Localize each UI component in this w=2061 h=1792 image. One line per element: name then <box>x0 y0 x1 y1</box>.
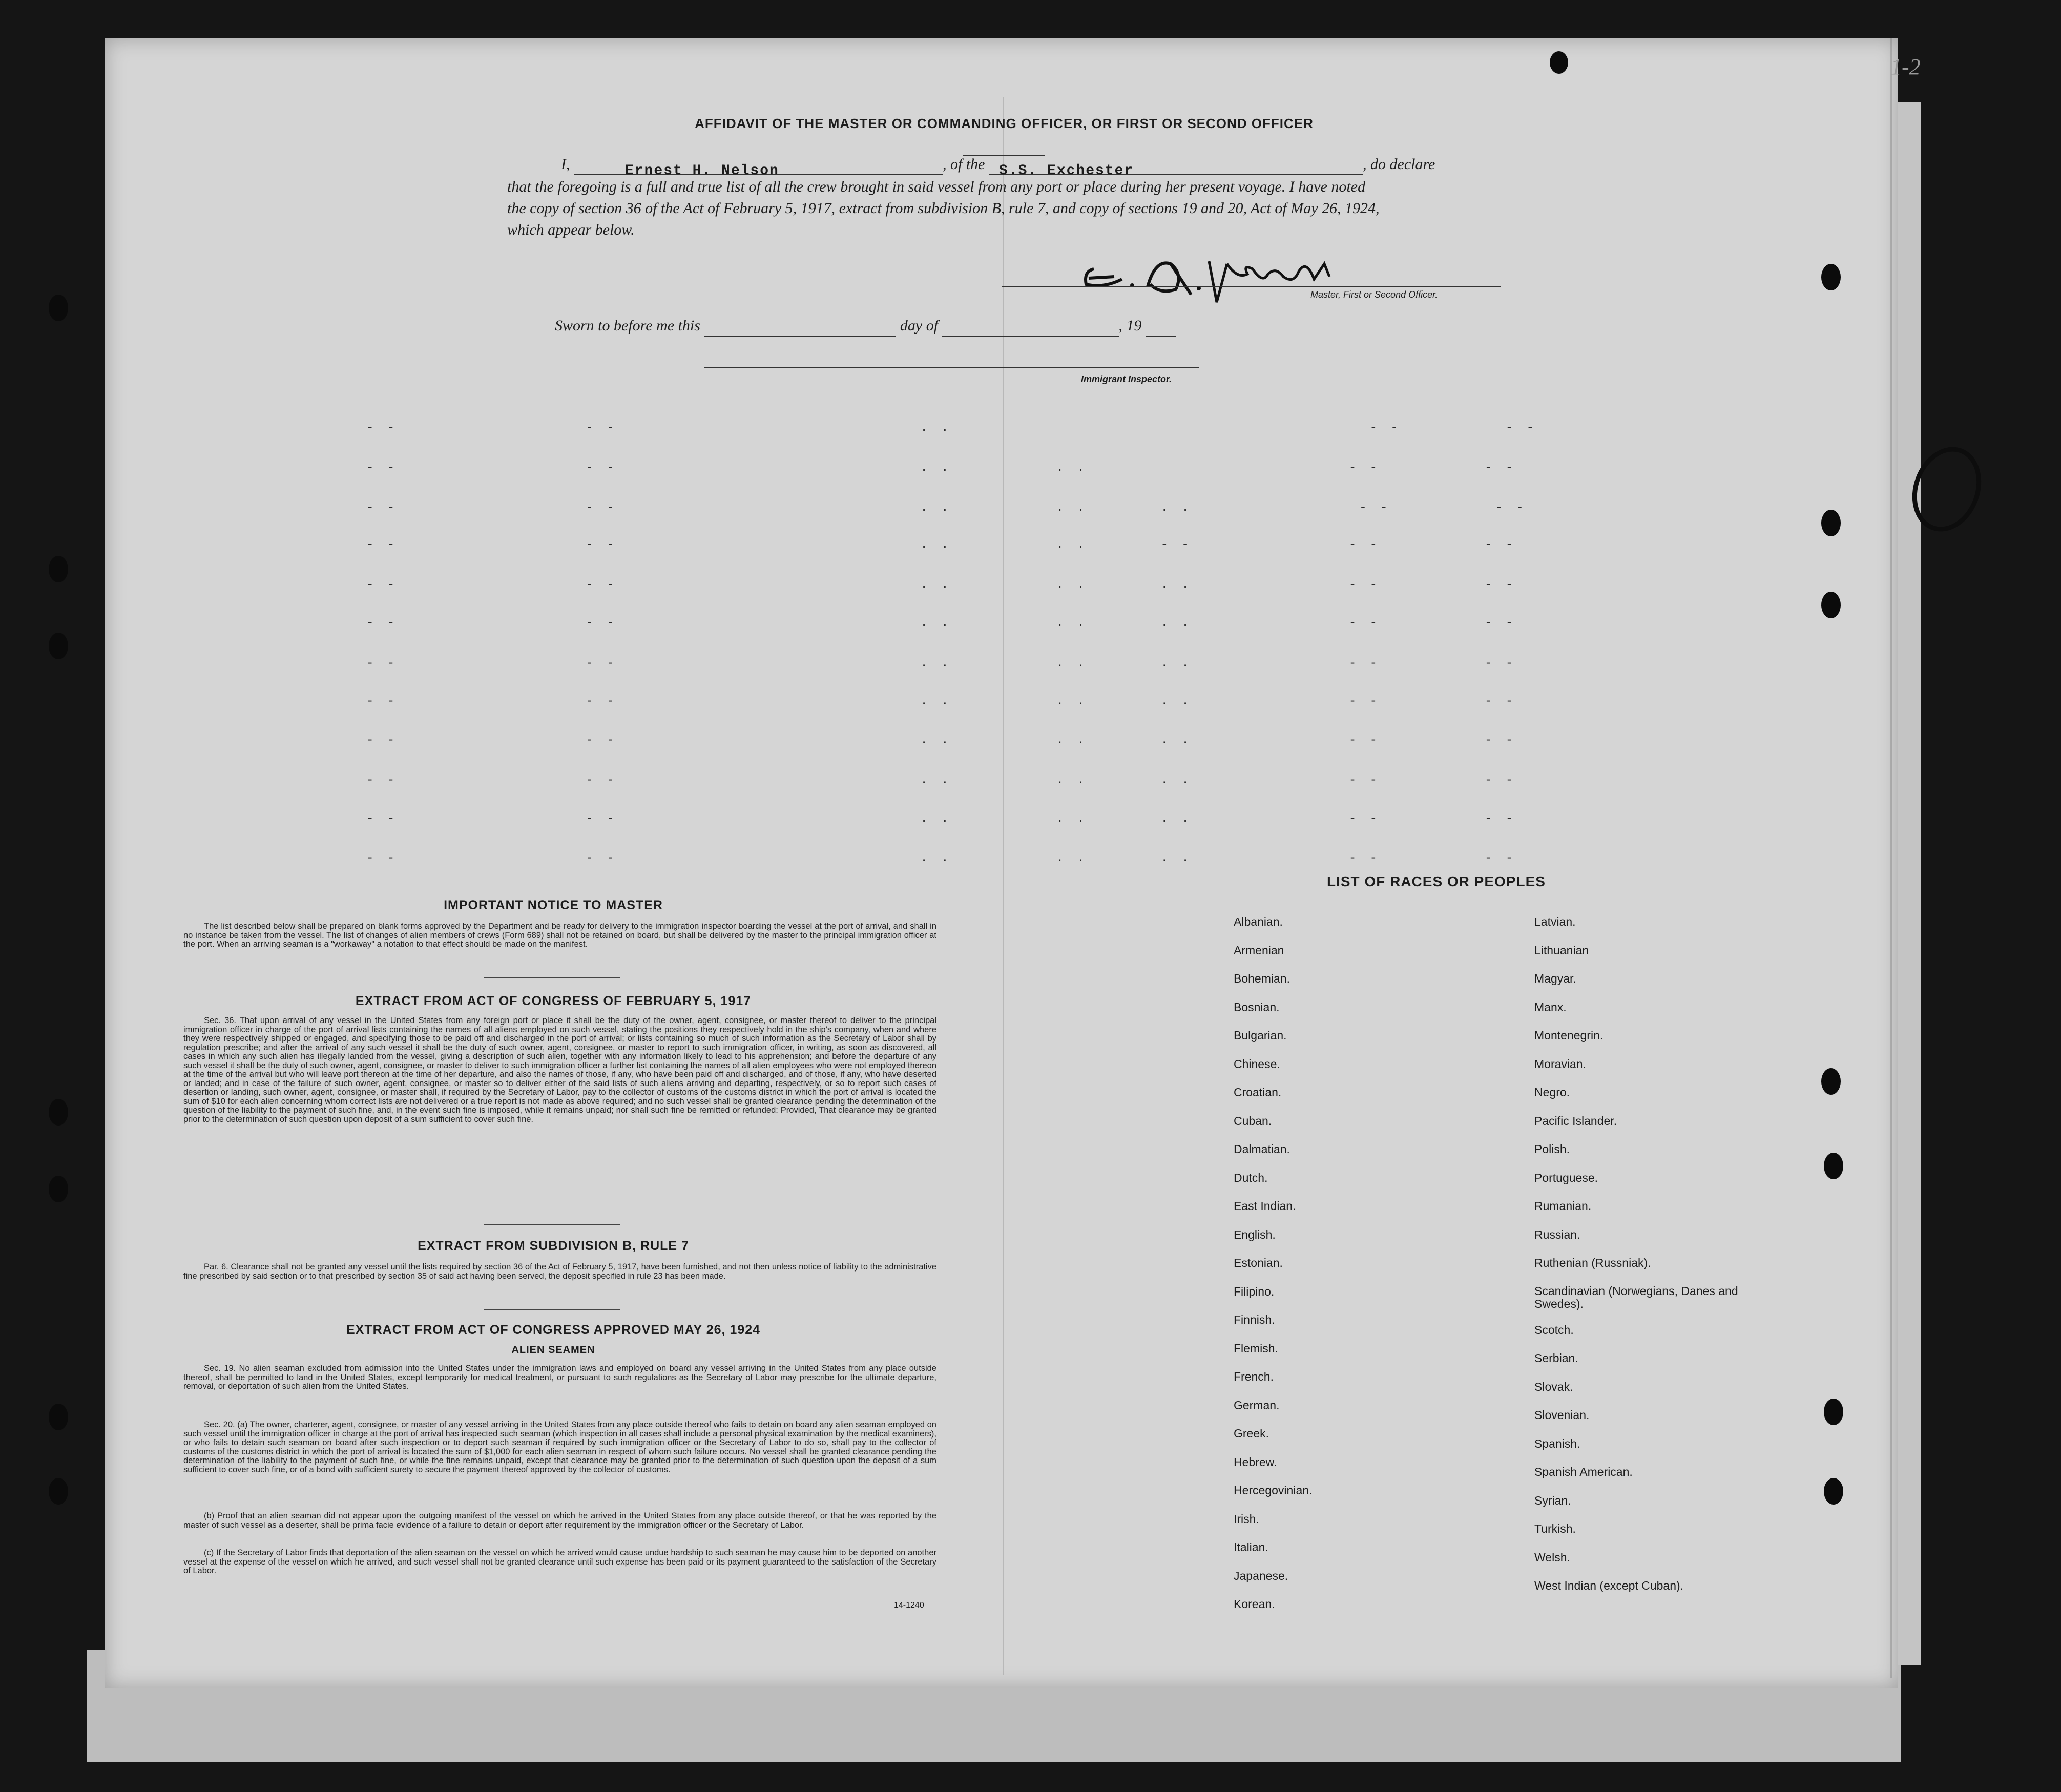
master-caption: Master, <box>1310 289 1341 300</box>
affidavit-title: AFFIDAVIT OF THE MASTER OR COMMANDING OFFICER, OR FIRST OR SECOND OFFICER <box>695 116 1314 131</box>
month-field <box>942 319 1119 337</box>
do-declare-label: , do declare <box>1363 156 1435 173</box>
race-item: Serbian. <box>1534 1351 1578 1365</box>
punch-hole-left-7 <box>49 1478 68 1505</box>
race-item: West Indian (except Cuban). <box>1534 1579 1684 1592</box>
punch-hole-right-2 <box>1821 510 1841 536</box>
day-of-label: day of <box>900 317 939 334</box>
race-item: Scandinavian (Norwegians, Danes and Swedes). <box>1534 1284 1738 1310</box>
race-item: Scotch. <box>1534 1323 1574 1337</box>
important-notice-heading: IMPORTANT NOTICE TO MASTER <box>444 898 663 912</box>
handwritten-zero-mark <box>1902 438 1994 540</box>
race-item: Negro. <box>1534 1086 1570 1099</box>
margin-page-mark: 1-2 <box>1890 54 1921 79</box>
race-item: Chinese. <box>1234 1057 1280 1071</box>
punch-hole-left-6 <box>49 1404 68 1430</box>
of-the-label: , of the <box>943 156 985 173</box>
bleed-through-marks-11: - - - - . . . . . . - - - - <box>366 812 1516 826</box>
important-notice-text: The list described below shall be prepared on blank forms approved by the Department and be ready for delivery to the immigration inspector boarding the vessel at the port of arrival, and shall in no instance be taken from the vessel. The list of changes of alien members of crews (Form 689) shall not be retained on board, but shall be delivered by the master to the principal immigration officer at the port. When an arriving seaman is a "workaway" a notation to that effect should be made on the manifest. <box>183 922 936 949</box>
extract-1924-heading: EXTRACT FROM ACT OF CONGRESS APPROVED MAY 26, 1924 <box>346 1323 761 1337</box>
race-item: German. <box>1234 1398 1280 1412</box>
races-left-column <box>1234 915 1312 1626</box>
signature-line <box>1002 286 1501 287</box>
race-item: Manx. <box>1534 1000 1567 1014</box>
vessel-name-field <box>989 159 1363 179</box>
race-item: Estonian. <box>1234 1256 1283 1269</box>
sec20c-text: (c) If the Secretary of Labor finds that deportation of the alien seaman on the vessel on which he arrived would cause undue hardship to such seaman he may cause him to be deported on another vessel at the expense of the vessel on which he arrived, and such vessel shall not be granted clearance until such expense has been paid or its payment guaranteed to the satisfaction of the Secretary of Labor. <box>183 1548 936 1575</box>
race-item: Polish. <box>1534 1142 1570 1156</box>
punch-hole-left-3 <box>49 633 68 659</box>
race-item: Slovak. <box>1534 1380 1573 1393</box>
race-item: Pacific Islander. <box>1534 1114 1617 1128</box>
bleed-through-marks-8: - - - - . . . . . . - - - - <box>366 695 1516 709</box>
bleed-through-marks-4: - - - - . . . . - - - - - - <box>366 538 1516 552</box>
form-number: 14-1240 <box>894 1601 924 1610</box>
affidavit-body-line-1: that the foregoing is a full and true list of all the crew brought in said vessel from any port or place during her present voyage. I have noted <box>507 178 1366 195</box>
race-item: Dutch. <box>1234 1171 1268 1184</box>
signature-title-caption <box>1310 289 1438 300</box>
inspector-caption: Immigrant Inspector. <box>1081 374 1172 384</box>
race-item: Filipino. <box>1234 1284 1275 1298</box>
race-item: Flemish. <box>1234 1341 1278 1355</box>
i-label: I, <box>561 156 570 173</box>
race-item: Bulgarian. <box>1234 1029 1287 1042</box>
alien-seamen-subheading: ALIEN SEAMEN <box>511 1344 595 1356</box>
sec20b-text: (b) Proof that an alien seaman did not appear upon the outgoing manifest of the vessel on which he arrived in the United States from any place outside thereof, or that he was reported by the master of such vessel as a deserter, shall be prima facie evidence of a failure to detain or deport after requirement by the immigration officer or the Secretary of Labor. <box>183 1511 936 1530</box>
race-item: Dalmatian. <box>1234 1142 1290 1156</box>
year-field <box>1146 319 1176 337</box>
bleed-through-marks-9: - - - - . . . . . . - - - - <box>366 734 1516 747</box>
extract-1917-text: Sec. 36. That upon arrival of any vessel in the United States from any foreign port or place it shall be the duty of the owner, agent, consignee, or master thereof to deliver to the principal immigration officer in charge of the port of arrival lists containing the names of all aliens employed on such vessel, stating the positions they respectively hold in the ship's company, when and where they were respectively shipped or engaged, and specifying those to be paid off and discharged in the port of arrival; or lists containing so much of such information as the Secretary of Labor shall by regulation prescribe; and after the arrival of any such vessel it shall be the duty of such owner, agent, consignee, or master to report to such immigration officer, in writing, as soon as discovered, all cases in which any such alien has illegally landed from the vessel, giving a description of such alien, together with any information likely to lead to his apprehension; and before the departure of any such vessel it shall be the duty of such owner, agent, consignee, or master to deliver to such immigration officer a further list containing the names of all alien employees who were not employed thereon at the time of the arrival but who will leave port thereon at the time of her departure, and also the names of those, if any, who have been paid off and discharged, and of those, if any, who have deserted or landed; and in case of the failure of such owner, agent, consignee, or master so to deliver either of the said lists of such aliens arriving and departing, respectively, or so to report such cases of desertion or landing, such owner, agent, consignee, or master shall, if required by the Secretary of Labor, pay to the collector of customs of the customs district in which the port of arrival is located the sum of $10 for each alien concerning whom correct lists are not delivered or a true report is not made as above required; and no such vessel shall be granted clearance pending the determination of the question of the liability to the payment of such fine, and, in the event such fine is imposed, while it remains unpaid; nor shall such fine be remitted or refunded: Provided, That clearance may be granted prior to the determination of such question upon deposit of a sum sufficient to cover such fine. <box>183 1016 936 1124</box>
declarant-name: Ernest H. Nelson <box>625 163 779 179</box>
affidavit-body-line-2: the copy of section 36 of the Act of February 5, 1917, extract from subdivision B, rule 7, and copy of sections 19 and 20, Act of May 26, 1924, <box>507 200 1380 217</box>
race-item: French. <box>1234 1370 1274 1383</box>
race-item: Slovenian. <box>1534 1408 1590 1422</box>
race-item: Moravian. <box>1534 1057 1586 1071</box>
race-item: East Indian. <box>1234 1199 1296 1213</box>
bleed-through-marks-12: - - - - . . . . . . - - - - <box>366 851 1516 865</box>
race-item: Croatian. <box>1234 1086 1282 1099</box>
races-right-column <box>1534 915 1750 1608</box>
punch-hole-top <box>1550 51 1568 74</box>
race-item: Irish. <box>1234 1512 1259 1526</box>
race-item: Turkish. <box>1534 1522 1576 1535</box>
sworn-date-field <box>704 319 896 337</box>
race-item: Welsh. <box>1534 1550 1570 1564</box>
sec20a-text: Sec. 20. (a) The owner, charterer, agent, consignee, or master of any vessel arriving in the United States from any place outside thereof who fails to detain on board any alien seaman employed on such vessel until the immigration officer in charge at the port of arrival has inspected such seaman (which inspection in all cases shall include a personal physical examination by the medical examiners), or who fails to detain such seaman on board after such inspection or to deport such seaman if required by such immigration officer or the Secretary of Labor to do so, shall pay to the collector of customs of the customs district in which the port of arrival is located the sum of $1,000 for each alien seaman in respect of whom such failure occurs. No vessel shall be granted clearance pending the determination of the liability to the payment of such fine, or while the fine remains unpaid, except that clearance may be granted prior to the determination of such question upon the deposit of a sum sufficient to cover such fine, or of a bond with sufficient surety to secure the payment thereof approved by the collector of customs. <box>183 1420 936 1474</box>
bleed-through-marks-7: - - - - . . . . . . - - - - <box>366 657 1516 671</box>
sworn-line <box>555 315 1176 337</box>
punch-hole-left-5 <box>49 1176 68 1202</box>
bleed-through-marks-5: - - - - . . . . . . - - - - <box>366 578 1516 592</box>
year-label: , 19 <box>1118 317 1142 334</box>
divider-1 <box>484 977 620 978</box>
race-item: Montenegrin. <box>1534 1029 1604 1042</box>
race-item: Portuguese. <box>1534 1171 1598 1184</box>
race-item: Korean. <box>1234 1597 1275 1611</box>
race-item: Japanese. <box>1234 1569 1288 1582</box>
race-item: Bosnian. <box>1234 1000 1280 1014</box>
race-item: Lithuanian <box>1534 943 1589 957</box>
race-item: Hebrew. <box>1234 1455 1277 1469</box>
race-item: Syrian. <box>1534 1493 1571 1507</box>
punch-hole-right-4 <box>1821 1068 1841 1095</box>
sworn-label: Sworn to before me this <box>555 317 700 334</box>
punch-hole-right-5 <box>1824 1153 1843 1179</box>
bleed-through-marks-10: - - - - . . . . . . - - - - <box>366 774 1516 787</box>
punch-hole-right-6 <box>1824 1399 1843 1425</box>
bleed-through-marks-6: - - - - . . . . . . - - - - <box>366 616 1516 630</box>
race-item: Spanish American. <box>1534 1465 1633 1478</box>
vessel-name: S.S. Exchester <box>999 163 1134 179</box>
race-item: Latvian. <box>1534 915 1576 928</box>
punch-hole-right-1 <box>1821 264 1841 290</box>
punch-hole-left-2 <box>49 556 68 582</box>
affidavit-declaration-line <box>561 154 1435 179</box>
race-item: Russian. <box>1534 1227 1580 1241</box>
declarant-name-field <box>574 159 943 179</box>
race-item: Magyar. <box>1534 972 1576 985</box>
race-item: Ruthenian (Russniak). <box>1534 1256 1651 1269</box>
punch-hole-right-3 <box>1821 592 1841 618</box>
officer-caption-struck: First or Second Officer. <box>1343 289 1438 300</box>
divider-2 <box>484 1224 620 1225</box>
sec19-text: Sec. 19. No alien seaman excluded from admission into the United States under the immigration laws and employed on board any vessel arriving in the United States from any place outside thereof, shall be permitted to land in the United States, except temporarily for medical treatment, or pursuant to such regulations as the Secretary of Labor may prescribe for the ultimate departure, removal, or deportation of such alien from the United States. <box>183 1364 936 1391</box>
bleed-through-marks-2: - - - - . . . . - - - - <box>366 461 1516 475</box>
affidavit-body-line-3: which appear below. <box>507 221 635 238</box>
race-item: Armenian <box>1234 943 1284 957</box>
punch-hole-left-1 <box>49 295 68 321</box>
race-item: Hercegovinian. <box>1234 1484 1313 1497</box>
extract-1917-heading: EXTRACT FROM ACT OF CONGRESS OF FEBRUARY 5, 1917 <box>355 994 752 1008</box>
race-item: Spanish. <box>1534 1436 1580 1450</box>
extract-rule7-text: Par. 6. Clearance shall not be granted any vessel until the lists required by section 36 of the Act of February 5, 1917, have been furnished, and not then unless notice of liability to the administrative fine prescribed by said section or to that prescribed by section 35 of said act having been served, the deposit specified in rule 23 has been made. <box>183 1262 936 1281</box>
race-item: Bohemian. <box>1234 972 1290 985</box>
race-item: Greek. <box>1234 1427 1269 1440</box>
race-item: Albanian. <box>1234 915 1283 928</box>
bleed-through-marks-3: - - - - . . . . . . - - - - <box>366 501 1527 515</box>
race-item: Rumanian. <box>1534 1199 1592 1213</box>
bleed-through-marks-1: - - - - . . - - - - <box>366 421 1537 435</box>
inspector-signature-line <box>704 367 1199 368</box>
race-item: Italian. <box>1234 1540 1268 1554</box>
punch-hole-left-4 <box>49 1099 68 1126</box>
extract-rule7-heading: EXTRACT FROM SUBDIVISION B, RULE 7 <box>418 1239 689 1253</box>
race-item: Finnish. <box>1234 1313 1275 1326</box>
punch-hole-right-7 <box>1824 1478 1843 1505</box>
race-item: Cuban. <box>1234 1114 1272 1128</box>
race-item: English. <box>1234 1227 1276 1241</box>
page-edge-shadow <box>1890 38 1892 1678</box>
divider-3 <box>484 1309 620 1310</box>
races-list-title: LIST OF RACES OR PEOPLES <box>1327 873 1546 889</box>
